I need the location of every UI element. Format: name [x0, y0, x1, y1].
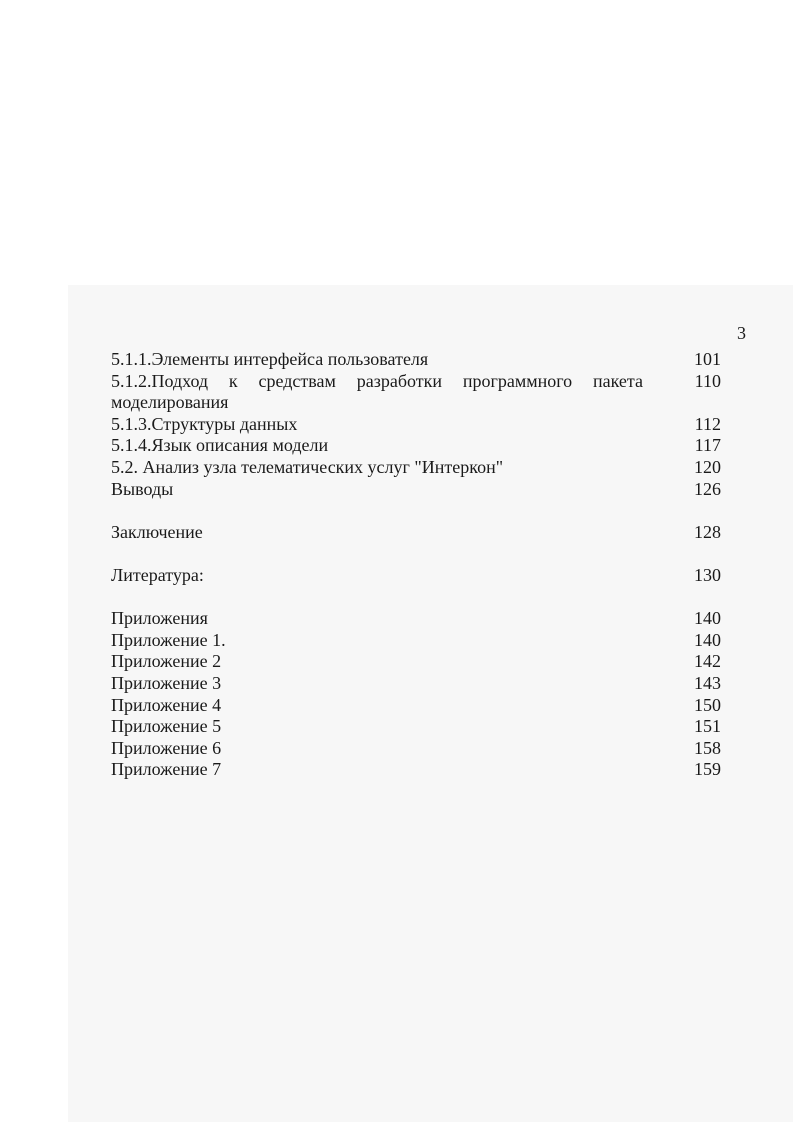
- table-of-contents: [111, 349, 721, 781]
- spacer: [111, 587, 721, 609]
- spacer: [111, 500, 721, 522]
- toc-entry-appendix: [111, 738, 721, 760]
- toc-entry-page: 128: [694, 521, 721, 542]
- toc-entry-page: 151: [694, 716, 721, 737]
- toc-entry: [111, 435, 721, 457]
- toc-entry-title: Выводы: [111, 478, 174, 499]
- toc-entry-page: 143: [694, 672, 721, 693]
- toc-entry-page: 120: [694, 456, 721, 477]
- toc-entry-title: 5.1.4.Язык описания модели: [111, 435, 329, 456]
- toc-entry-title: Приложение 3: [111, 672, 222, 693]
- toc-entry-title: Приложение 4: [111, 694, 222, 715]
- toc-entry-page: 130: [694, 564, 721, 585]
- toc-entry-page: 158: [694, 737, 721, 758]
- toc-entry-title: 5.1.1.Элементы интерфейса пользователя: [111, 349, 429, 369]
- toc-entry-appendix: [111, 651, 721, 673]
- toc-entry-page: 112: [694, 413, 721, 434]
- toc-entry-appendix: [111, 673, 721, 695]
- toc-entry: [111, 414, 721, 436]
- spacer: [111, 543, 721, 565]
- toc-entry-title: Приложение 7: [111, 759, 222, 780]
- toc-entry-page: 117: [694, 435, 721, 456]
- toc-entry-appendix: [111, 759, 721, 781]
- toc-entry-title: Приложение 1.: [111, 629, 226, 650]
- toc-entry-page: 140: [694, 608, 721, 629]
- toc-entry-page: 140: [694, 629, 721, 650]
- toc-entry-page: 150: [694, 694, 721, 715]
- toc-entry-literature: [111, 565, 721, 587]
- toc-entry-title: 5.2. Анализ узла телематических услуг "Интеркон": [111, 456, 504, 477]
- toc-entry-appendix: [111, 630, 721, 652]
- toc-entry-page: 101: [694, 349, 721, 369]
- toc-entry-title: Приложения: [111, 608, 208, 629]
- toc-entry-title: Приложение 5: [111, 716, 222, 737]
- toc-entry-page: 142: [694, 651, 721, 672]
- toc-entry-title: Литература:: [111, 564, 204, 585]
- toc-entry-page: 110: [694, 370, 721, 391]
- toc-entry-title: 5.1.2.Подход к средствам разработки программного пакета моделирования: [111, 370, 643, 413]
- page-number: 3: [737, 323, 746, 343]
- toc-entry-title: Приложение 2: [111, 651, 222, 672]
- toc-entry-page: 126: [694, 478, 721, 499]
- toc-entry: [111, 457, 721, 479]
- toc-entry: [111, 349, 721, 371]
- toc-entry-title: Заключение: [111, 521, 203, 542]
- toc-entry-title: 5.1.3.Структуры данных: [111, 413, 298, 434]
- toc-entry-appendix: [111, 695, 721, 717]
- toc-entry-appendix: [111, 716, 721, 738]
- toc-entry: [111, 479, 721, 501]
- toc-entry-conclusion: [111, 522, 721, 544]
- toc-entry-appendix: [111, 608, 721, 630]
- toc-entry-title: Приложение 6: [111, 737, 222, 758]
- toc-entry-page: 159: [694, 759, 721, 780]
- toc-entry: [111, 371, 721, 414]
